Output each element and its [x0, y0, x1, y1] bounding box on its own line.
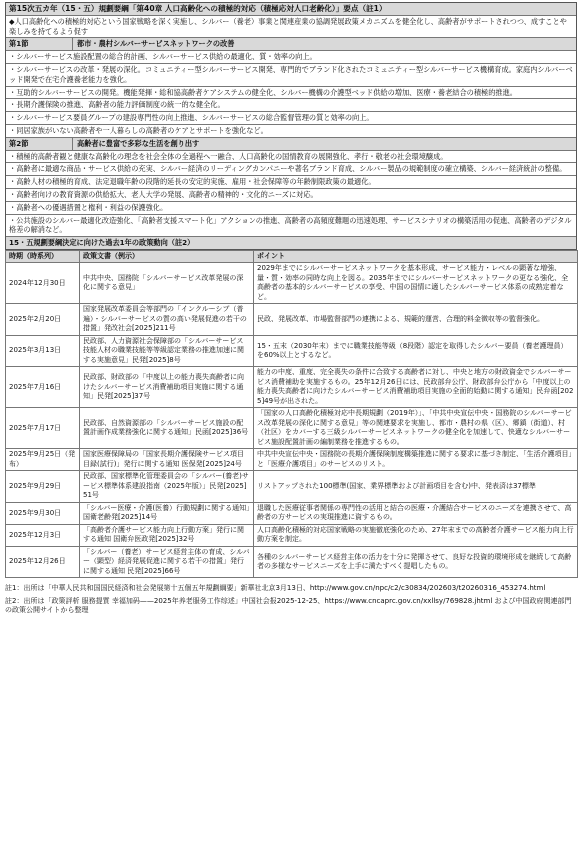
row-document: 国家医療保障局の「国家長期介護保険サービス項目目録(試行)」発行に関する通知 医保発[2025]24号 [80, 449, 254, 471]
row-date: 2025年9月30日 [6, 502, 80, 524]
row-point: リストアップされた100標準(国家、業界標準および計画項目を含む)中、発表済は37標準 [254, 471, 578, 503]
row-point: 各種のシルバーサービス経営主体の活力を十分に発揮させて、良好な投資的環境形成を継続して高齢者の多様なサービスニーズを上手に満たすべく提唱したもの。 [254, 546, 578, 578]
table-row [6, 367, 578, 408]
row-document: 「シルバー医療・介護(医養）行動規劃に関する通知」国衛老齢発[2025]14号 [80, 502, 254, 524]
section1-name: 都市・農村シルバーサービスネットワークの改善 [77, 39, 235, 49]
row-point: 「国家の人口高齢化積極対応中長期規劃（2019年）」、「中共中央宣伝中央・国務院のシルバーサービス改革発展の深化に関する意見」等の関連要求を実施し、都市・農村の県（区）、郷鎮（街道）、村（社区）をカバーする三級シルバーサービスネットワークの健全化を加速して、快適なシルバーサービス施設配置計画の編制業務を推進するもの。 [254, 408, 578, 449]
trend-title: 15・五規劃要綱決定に向けた過去1年の政策動向（註2） [6, 236, 576, 249]
column-header-document: 政策文書（例示） [80, 250, 254, 263]
table-header-row [6, 250, 578, 263]
section1-item: ・シルバーサービス要員グループの建設専門性の向上推進、シルバーサービスの総合監督管理の質と効率の向上。 [6, 111, 576, 124]
row-date: 2025年9月25日（発布） [6, 449, 80, 471]
section1-item: ・互助的シルバーサービスの開発。機能発揮・総和協高齢者ケアシステムの健全化、シルバー機構の介護型ベッド供給の増加、医療・養老結合の積極的推進。 [6, 86, 576, 99]
row-date: 2025年7月17日 [6, 408, 80, 449]
footnotes [5, 584, 577, 616]
section2-item: ・高齢者への優遇措置と権利・利益の保護強化。 [6, 201, 576, 214]
section1-item: ・長期介護保険の推進、高齢者の能力評価制度の統一的な健全化。 [6, 98, 576, 111]
table-row [6, 304, 578, 336]
row-point: 2029年までにシルバーサービスネットワークを基本形成、サービス能力・レベルの顕著な増強、量・質・効率の同時な向上を図る。2035年までにシルバーサービスネットワークの更なる強化、全高齢者の基本的シルバーサービスの享受、中国の国情に適したシルバーサービス体系の成熟定着など。 [254, 263, 578, 304]
column-header-date: 時期（時系列） [6, 250, 80, 263]
row-document: 民政部、国家標準化管理委員会の「シルバー(養老)サービス標準体系建設指南（2025年版）」民発[2025]51号 [80, 471, 254, 503]
row-document: 「高齢者介護サービス能力向上行動方案」発行に関する通知 国衛弁医政発[2025]32号 [80, 524, 254, 546]
section2-number: 第2節 [6, 138, 73, 150]
row-point: 人口高齢化積極的対応国家戦略の実施徹底強化のため、27年末までの高齢者介護サービス能力向上行動方案を制定。 [254, 524, 578, 546]
outline-box [5, 2, 577, 250]
row-date: 2025年12月26日 [6, 546, 80, 578]
section2-item: ・高齢者向けの教育資源の供給拡大、老人大学の発展、高齢者の精神的・文化的ニーズに対応。 [6, 188, 576, 201]
row-date: 2025年12月3日 [6, 524, 80, 546]
table-row [6, 408, 578, 449]
outline-title: 第15次五カ年（15・五）規劃要綱「第40章 人口高齢化への積極的対応（積極応対人口老齢化）」要点（註1） [6, 3, 576, 15]
table-row [6, 471, 578, 503]
row-point: 民政、発展改革、市場監督部門の連携による、規範的運営、合理的料金徴収等の監督強化。 [254, 304, 578, 336]
row-point: 中共中央宣伝中央・国務院の長期介護保険制度構築推進に関する要求に基づき制定、「生活介護項目」と「医療介護項目」のサービスのリスト。 [254, 449, 578, 471]
page [5, 2, 577, 616]
table-row [6, 449, 578, 471]
section2-item: ・積極的高齢者観と健康な高齢化の理念を社会全体の全過程へ一融合、人口高齢化の国情教育の展開強化、孝行・敬老の社会環境醸成。 [6, 150, 576, 163]
section2-item: ・公共施設のシルバー最適化改造強化、「高齢者支援スマート化」アクションの推進、高齢者の高頻度難題の迅速処理、サービスシナリオの構築活用の促進、高齢者のデジタル格差の解消など。 [6, 214, 576, 237]
row-document: 国家発展改革委員会等部門の「インクルーシブ（普遍）・シルバーサービスの質の高い発展促進の若干の措置」発改社会[2025]211号 [80, 304, 254, 336]
section1-item: ・同居家族がいない高齢者や一人暮らしの高齢者のケアとサポートを強化など。 [6, 124, 576, 137]
column-header-point: ポイント [254, 250, 578, 263]
footnote-1: 註1：出所は「中華人民共和国国民経済和社会発展第十五個五年規劃綱要」新華社北京3月13日、http://www.gov.cn/npc/c2/c30834/202603/t20260316_453274.html [5, 584, 546, 593]
row-document: 中共中央、国務院「シルバーサービス改革発展の深化に関する意見」 [80, 263, 254, 304]
row-date: 2025年9月29日 [6, 471, 80, 503]
section2-item: ・高齢者に最適な商品・サービス供給の充実、シルバー経済のリーディングカンパニーや著名ブランド育成、シルバー製品の規範制度の確立構築、シルバー経済統計の整備。 [6, 162, 576, 175]
table-row [6, 502, 578, 524]
table-row [6, 335, 578, 367]
section2-name: 高齢者に豊富で多彩な生活を創り出す [77, 138, 200, 148]
row-point: 能力の中度、重度、完全喪失の条件に合致する高齢者に対し、中央と地方の財政資金でシルバーサービス消費補助を実施するもの。25年12月26日には、民政部弁公庁、財政部弁公庁から「中度以上の能力喪失高齢者に向けたシルバーサービス消費補助項目実施の全面的始動に関する通知」民弁函[2025]49号が出された。 [254, 367, 578, 408]
section1-header [6, 37, 576, 50]
section1-item: ・シルバーサービス施設配置の総合的計画、シルバーサービス供給の最適化、質・効率の向上。 [6, 50, 576, 63]
row-date: 2024年12月30日 [6, 263, 80, 304]
row-document: 民政部、財政部の「中度以上の能力喪失高齢者に向けたシルバーサービス消費補助項目実施に関する通知」民発[2025]37号 [80, 367, 254, 408]
outline-intro: ◆人口高齢化への積極的対応という国家戦略を深く実施し、シルバー（養老）事業と関連産業の協調発展政策メカニズムを健全化し、高齢者がサポートされつつ、成すことや楽しみを持てるよう促す [6, 15, 576, 38]
row-point: 15・五末（2030年末）までに職業技能等級（8段階）認定を取得したシルバー要員（養老護理員）を60%以上とするなど。 [254, 335, 578, 367]
section1-item: ・シルバーサービスの改革・発展の深化。コミュニティー型シルバーサービス開発、専門的でブランド化されたコミュニティー型シルバーサービス機構育成。家庭内シルバーベッド開発で在宅介護養老能力を強化。 [6, 63, 576, 86]
row-date: 2025年3月13日 [6, 335, 80, 367]
section2-header [6, 137, 576, 150]
table-row [6, 524, 578, 546]
section2-item: ・高齢人材の積極的育成、法定退職年齢の段階的延長の安定的実施、雇用・社会保障等の年齢制限政策の最適化。 [6, 175, 576, 188]
table-row [6, 263, 578, 304]
row-date: 2025年7月16日 [6, 367, 80, 408]
row-document: 民政部、自然資源部の「シルバーサービス施設の配置計画作成業務強化に関する通知」民函[2025]36号 [80, 408, 254, 449]
section1-number: 第1節 [6, 38, 73, 50]
table-row [6, 546, 578, 578]
policy-trend-table [5, 250, 578, 579]
row-point: 退職した医療従事者関係の専門性の活用と結合の医療・介護結合サービスのニーズを連携させて、高齢者の方サービスの実現推進に資するもの。 [254, 502, 578, 524]
row-date: 2025年2月20日 [6, 304, 80, 336]
footnote-2: 註2：出所は「政策評析 服務提質 幸福加码——2025年养老服务工作综述」中国社会报2025-12-25、https://www.cncaprc.gov.cn/xxllsy/769828.jhtml および中国政府関連部門の政策公開サイトから整理 [5, 596, 572, 615]
row-document: 「シルバー（養老）サービス経営主体の育成、シルバー（顕型）経済発展促進に関する若干の措置」発行に関する通知 民発[2025]66号 [80, 546, 254, 578]
row-document: 民政部、人力資源社会保障部の「シルバーサービス技能人材の職業技能等等級認定業務の推進加速に関する実施意見」民発[2025]8号 [80, 335, 254, 367]
